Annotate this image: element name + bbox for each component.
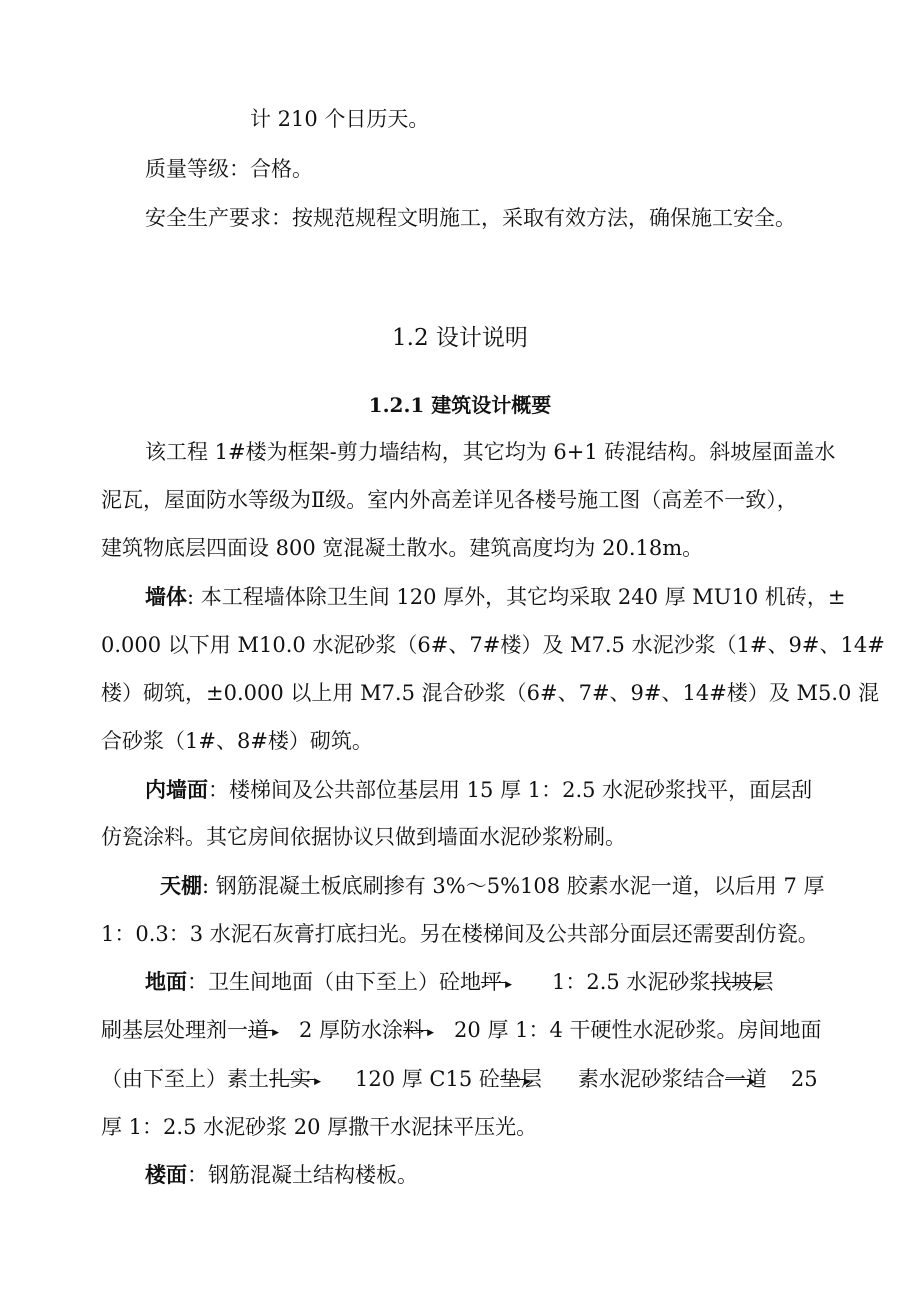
ground-line-2 [101,1015,822,1045]
section-title: 1.2 设计说明 [392,325,528,351]
arrow-icon [403,1015,424,1045]
wall-line-1 [145,582,845,612]
arrow-icon [725,1064,746,1094]
ground-text-3e: 层 [520,1067,542,1091]
duration-line: 计 210 个日历天。 [250,107,430,131]
ground-text-3i: 25 [790,1067,818,1091]
ground-text-3c: 120 厚 C15 砼 [355,1067,500,1091]
ground-text-2b: 道 [248,1018,269,1042]
intro-line-3: 建筑物底层四面设 800 宽混凝土散水。建筑高度均为 20.18m。 [101,536,704,560]
inner-wall-line-1 [145,775,812,805]
ground-text-1c: 1：2.5 水泥砂浆 [552,970,711,994]
ground-text-1a: ：卫生间地面（由下至上）砼地 [187,970,481,994]
intro-line-1: 该工程 1#楼为框架-剪力墙结构，其它均为 6+1 砖混结构。斜坡屋面盖水 [145,440,836,464]
ground-line-3 [101,1064,818,1094]
ceiling-text-1: : 钢筋混凝土板底刷掺有 3%～5%108 胶素水泥一道，以后用 7 厚 [202,874,825,898]
quality-line: 质量等级：合格。 [145,157,313,181]
inner-wall-line-2: 仿瓷涂料。其它房间依据协议只做到墙面水泥砂浆粉刷。 [101,825,626,849]
floor-label: 楼面 [145,1162,187,1187]
floor-line [145,1160,418,1190]
wall-label: 墙体 [145,584,187,609]
ceiling-line-2: 1：0.3：3 水泥石灰膏打底扫光。另在楼梯间及公共部分面层还需要刮仿瓷。 [101,922,819,946]
wall-line-2: 0.000 以下用 M10.0 水泥砂浆（6#、7#楼）及 M7.5 水泥沙浆（1#、9#、14# [101,633,885,657]
ground-line-1 [145,967,773,997]
ground-text-1e: 层 [752,970,774,994]
arrow-icon [481,967,502,997]
arrow-icon [500,1064,521,1094]
ground-text-2e: 20 厚 1：4 干硬性水泥砂浆。房间地面 [454,1018,822,1042]
ground-line-4: 厚 1：2.5 水泥砂浆 20 厚撒干水泥抹平压光。 [101,1115,538,1139]
ground-text-3h: 道 [745,1067,767,1091]
subsection-title: 1.2.1 建筑设计概要 [368,393,552,417]
ground-text-3a: （由下至上）素土 [101,1067,269,1091]
wall-line-3: 楼）砌筑，±0.000 以上用 M7.5 混合砂浆（6#、7#、9#、14#楼）及 M5.0 混 [101,681,880,705]
wall-text-1: : 本工程墙体除卫生间 120 厚外，其它均采取 240 厚 MU10 机砖，± [187,585,846,609]
ceiling-label: 天棚 [160,873,202,898]
ceiling-line-1 [160,871,825,901]
ground-text-2d: 料 [403,1018,425,1042]
inner-wall-text-1: ：楼梯间及公共部位基层用 15 厚 1：2.5 水泥砂浆找平，面层刮 [208,778,813,802]
arrow-icon [248,1015,269,1045]
ground-text-1b: 坪 [481,970,502,994]
ground-text-2c: 2 厚防水涂 [299,1018,404,1042]
safety-line: 安全生产要求：按规范规程文明施工，采取有效方法，确保施工安全。 [145,206,796,230]
arrow-icon [269,1064,311,1094]
ground-label: 地面 [145,969,187,994]
ground-text-1d: 找坡 [710,970,753,994]
ground-text-3g: 一 [724,1067,746,1091]
wall-line-4: 合砂浆（1#、8#楼）砌筑。 [101,729,373,753]
ground-text-3d: 垫 [499,1067,521,1091]
floor-text: ：钢筋混凝土结构楼板。 [187,1163,418,1187]
inner-wall-label: 内墙面 [145,777,208,802]
intro-line-2: 泥瓦，屋面防水等级为Ⅱ级。室内外高差详见各楼号施工图（高差不一致）， [101,488,798,512]
ground-text-3b: 扎实 [269,1067,311,1091]
ground-text-3f: 素水泥砂浆结合 [577,1067,725,1091]
arrow-icon [710,967,752,997]
ground-text-2a: 刷基层处理剂一 [101,1018,248,1042]
